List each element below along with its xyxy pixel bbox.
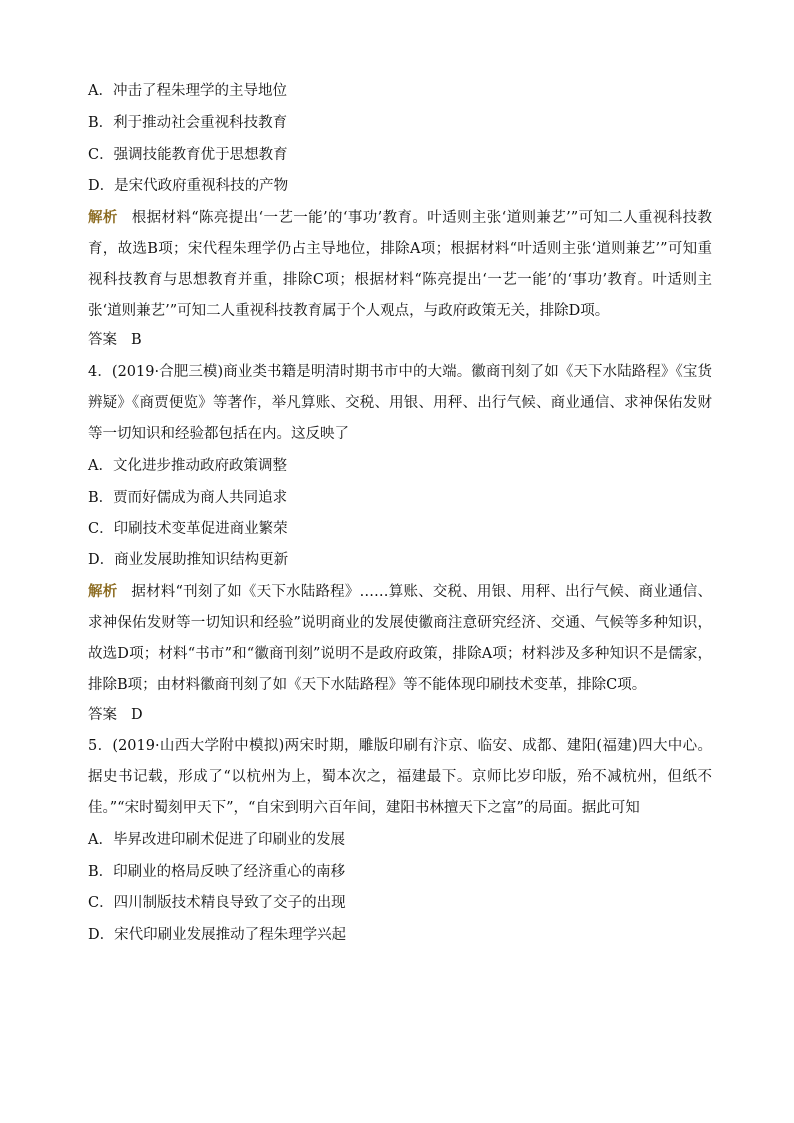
q5-option-b: B．印刷业的格局反映了经济重心的南移: [88, 864, 346, 880]
q4-answer-label: 答案: [88, 707, 117, 723]
q3-analysis-tag: 解析: [88, 209, 118, 226]
q3-answer-value: B: [131, 332, 142, 348]
q3-answer: [88, 330, 142, 350]
q3-option-d: D．是宋代政府重视科技的产物: [88, 178, 289, 194]
q4-stem: 4．(2019·合肥三模)商业类书籍是明清时期书市中的大端。徽商刊刻了如《天下水陆路程》《宝货辨疑》《商贾便览》等著作，举凡算账、交税、用银、用秤、出行气候、商业通信、求神保佑发财等一切知识和经验都包括在内。这反映了: [88, 364, 712, 442]
q4-answer-value: D: [131, 707, 143, 723]
q3-option-a: A．冲击了程朱理学的主导地位: [88, 83, 287, 99]
q4-option-a: A．文化进步推动政府政策调整: [88, 458, 287, 474]
q4-answer: [88, 705, 143, 725]
q5-option-d: D．宋代印刷业发展推动了程朱理学兴起: [88, 927, 347, 943]
q5-option-a: A．毕昇改进印刷术促进了印刷业的发展: [88, 832, 345, 848]
q3-analysis: [88, 202, 712, 327]
q4-option-d: D．商业发展助推知识结构更新: [88, 552, 289, 568]
q4-analysis-text: 据材料“刊刻了如《天下水陆路程》……算账、交税、用银、用秤、出行气候、商业通信、求神保佑发财等一切知识和经验”说明商业的发展使徽商注意研究经济、交通、气候等多种知识，故选D项；材料“书市”和“徽商刊刻”说明不是政府政策，排除A项；材料涉及多种知识不是儒家，排除B项；由材料徽商刊刻了如《天下水陆路程》等不能体现印刷技术变革，排除C项。: [88, 584, 712, 693]
q5-stem: 5．(2019·山西大学附中模拟)两宋时期，雕版印刷有汴京、临安、成都、建阳(福建)四大中心。据史书记载，形成了“以杭州为上，蜀本次之，福建最下。京师比岁印版，殆不减杭州，但纸不佳。”“宋时蜀刻甲天下”，“自宋到明六百年间，建阳书林擅天下之富”的局面。据此可知: [88, 738, 712, 816]
q3-option-c: C．强调技能教育优于思想教育: [88, 147, 288, 163]
q4-option-b: B．贾而好儒成为商人共同追求: [88, 490, 288, 506]
q3-option-b: B．利于推动社会重视科技教育: [88, 115, 288, 131]
q3-answer-label: 答案: [88, 332, 117, 348]
q3-analysis-text: 根据材料“陈亮提出‘一艺一能’的‘事功’教育。叶适则主张‘道则兼艺’”可知二人重视科技教育，故选B项；宋代程朱理学仍占主导地位，排除A项；根据材料“叶适则主张‘道则兼艺’”可知重视科技教育与思想教育并重，排除C项；根据材料“陈亮提出‘一艺一能’的‘事功’教育。叶适则主张‘道则兼艺’”可知二人重视科技教育属于个人观点，与政府政策无关，排除D项。: [88, 210, 713, 319]
q4-analysis: [88, 576, 712, 701]
q5-option-c: C．四川制版技术精良导致了交子的出现: [88, 895, 346, 911]
q4-analysis-tag: 解析: [88, 583, 118, 600]
q4-option-c: C．印刷技术变革促进商业繁荣: [88, 521, 288, 537]
